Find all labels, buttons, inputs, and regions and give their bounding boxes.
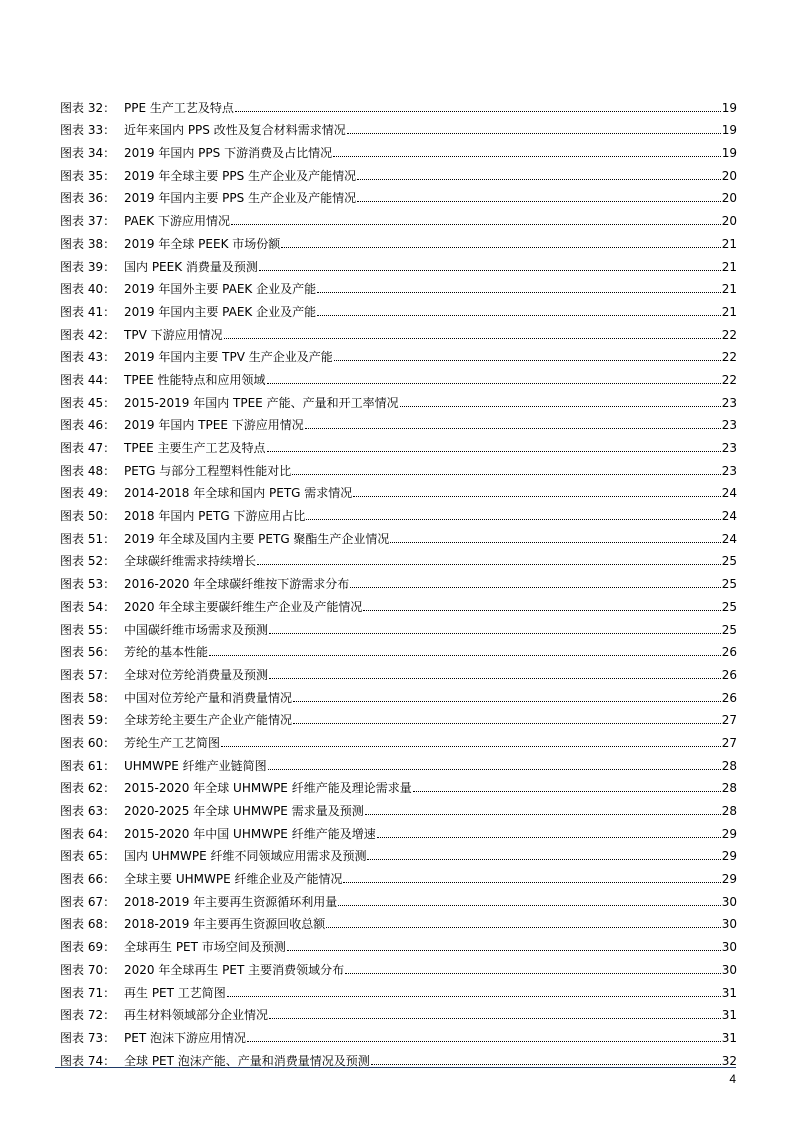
table-of-figures bbox=[60, 92, 737, 1068]
toc-entry[interactable] bbox=[60, 92, 737, 115]
figure-page-number: 21 bbox=[721, 304, 737, 319]
figure-label: 图表 36： bbox=[60, 191, 116, 206]
figure-label: 图表 58： bbox=[60, 690, 116, 705]
figure-label: 图表 46： bbox=[60, 418, 116, 433]
figure-page-number: 28 bbox=[721, 758, 737, 773]
toc-entry[interactable] bbox=[60, 931, 737, 954]
figure-label: 图表 34： bbox=[60, 146, 116, 161]
figure-title: 2020 年全球再生 PET 主要消费领域分布 bbox=[124, 962, 345, 977]
toc-entry[interactable] bbox=[60, 160, 737, 183]
toc-entry[interactable] bbox=[60, 500, 737, 523]
figure-page-number: 30 bbox=[721, 917, 737, 932]
figure-title: UHMWPE 纤维产业链简图 bbox=[124, 758, 267, 773]
dot-leader bbox=[224, 338, 721, 339]
figure-title: 2020-2025 年全球 UHMWPE 需求量及预测 bbox=[124, 804, 364, 818]
figure-page-number: 31 bbox=[721, 1008, 737, 1023]
figure-page-number: 19 bbox=[721, 123, 737, 138]
toc-entry[interactable] bbox=[60, 455, 737, 478]
dot-leader bbox=[293, 701, 721, 702]
figure-page-number: 21 bbox=[721, 259, 737, 274]
figure-title: 2016-2020 年全球碳纤维按下游需求分布 bbox=[124, 577, 350, 592]
toc-entry[interactable] bbox=[60, 841, 737, 864]
figure-page-number: 31 bbox=[721, 985, 737, 1000]
toc-entry[interactable] bbox=[60, 727, 737, 750]
toc-entry[interactable] bbox=[60, 909, 737, 932]
figure-label: 图表 38： bbox=[60, 236, 116, 251]
figure-title: 2019 年国外主要 PAEK 企业及产能 bbox=[124, 282, 317, 297]
dot-leader bbox=[347, 133, 721, 134]
toc-entry[interactable] bbox=[60, 750, 737, 773]
figure-page-number: 21 bbox=[721, 282, 737, 297]
figure-label: 图表 62： bbox=[60, 781, 116, 796]
figure-page-number: 26 bbox=[721, 645, 737, 660]
figure-page-number: 24 bbox=[721, 509, 737, 524]
figure-page-number: 23 bbox=[721, 463, 737, 478]
footer-rule bbox=[55, 1067, 736, 1068]
figure-title: 全球 PET 泡沫产能、产量和消费量情况及预测 bbox=[124, 1053, 370, 1068]
dot-leader bbox=[267, 451, 721, 452]
figure-title: 2019 年国内主要 PPS 生产企业及产能情况 bbox=[124, 191, 357, 206]
figure-label: 图表 70： bbox=[60, 962, 116, 977]
figure-page-number: 24 bbox=[721, 486, 737, 501]
figure-title: 2018-2019 年主要再生资源循环利用量 bbox=[124, 894, 338, 909]
figure-label: 图表 35： bbox=[60, 168, 116, 183]
toc-entry[interactable] bbox=[60, 296, 737, 319]
dot-leader bbox=[305, 428, 721, 429]
figure-label: 图表 40： bbox=[60, 282, 116, 297]
figure-page-number: 28 bbox=[721, 804, 737, 818]
dot-leader bbox=[371, 1064, 721, 1065]
figure-title: 全球碳纤维需求持续增长 bbox=[124, 554, 257, 569]
figure-label: 图表 69： bbox=[60, 940, 116, 955]
dot-leader bbox=[292, 474, 720, 475]
dot-leader bbox=[333, 156, 721, 157]
figure-title: 2015-2020 年全球 UHMWPE 纤维产能及理论需求量 bbox=[124, 781, 412, 796]
figure-title: 全球对位芳纶消费量及预测 bbox=[124, 667, 269, 682]
figure-page-number: 25 bbox=[721, 554, 737, 569]
dot-leader bbox=[257, 564, 721, 565]
figure-label: 图表 65： bbox=[60, 849, 116, 864]
dot-leader bbox=[221, 746, 721, 747]
figure-title: PPE 生产工艺及特点 bbox=[124, 100, 234, 115]
figure-page-number: 30 bbox=[721, 940, 737, 955]
figure-label: 图表 39： bbox=[60, 259, 116, 274]
toc-entry[interactable] bbox=[60, 954, 737, 977]
figure-page-number: 24 bbox=[721, 531, 737, 546]
figure-title: 全球芳纶主要生产企业产能情况 bbox=[124, 713, 293, 728]
toc-entry[interactable] bbox=[60, 863, 737, 886]
dot-leader bbox=[317, 292, 721, 293]
figure-label: 图表 67： bbox=[60, 894, 116, 909]
figure-page-number: 19 bbox=[721, 100, 737, 115]
figure-label: 图表 66： bbox=[60, 872, 116, 887]
figure-title: 2019 年全球及国内主要 PETG 聚酯生产企业情况 bbox=[124, 531, 390, 546]
figure-page-number: 27 bbox=[721, 713, 737, 728]
dot-leader bbox=[269, 1018, 721, 1019]
figure-title: PET 泡沫下游应用情况 bbox=[124, 1030, 246, 1045]
dot-leader bbox=[390, 542, 720, 543]
figure-label: 图表 44： bbox=[60, 372, 116, 387]
figure-title: 2019 年国内主要 PAEK 企业及产能 bbox=[124, 304, 317, 319]
dot-leader bbox=[357, 179, 721, 180]
figure-title: 国内 PEEK 消费量及预测 bbox=[124, 259, 258, 274]
dot-leader bbox=[269, 678, 721, 679]
figure-page-number: 21 bbox=[721, 236, 737, 251]
toc-entry[interactable] bbox=[60, 432, 737, 455]
toc-entry[interactable] bbox=[60, 546, 737, 569]
figure-title: 2019 年国内 TPEE 下游应用情况 bbox=[124, 418, 304, 433]
toc-entry[interactable] bbox=[60, 523, 737, 546]
figure-label: 图表 64： bbox=[60, 826, 116, 841]
toc-entry[interactable] bbox=[60, 705, 737, 728]
figure-page-number: 27 bbox=[721, 735, 737, 750]
figure-page-number: 22 bbox=[721, 350, 737, 365]
figure-label: 图表 43： bbox=[60, 350, 116, 365]
figure-label: 图表 50： bbox=[60, 509, 116, 524]
dot-leader bbox=[326, 927, 720, 928]
toc-entry[interactable] bbox=[60, 1000, 737, 1023]
figure-page-number: 26 bbox=[721, 690, 737, 705]
dot-leader bbox=[227, 996, 721, 997]
toc-entry[interactable] bbox=[60, 183, 737, 206]
figure-page-number: 31 bbox=[721, 1030, 737, 1045]
page-number: 4 bbox=[729, 1072, 736, 1086]
figure-title: 2015-2019 年国内 TPEE 产能、产量和开工率情况 bbox=[124, 395, 399, 410]
dot-leader bbox=[209, 655, 721, 656]
figure-label: 图表 53： bbox=[60, 577, 116, 592]
figure-label: 图表 74： bbox=[60, 1053, 116, 1068]
dot-leader bbox=[363, 610, 720, 611]
figure-title: 2019 年国内主要 TPV 生产企业及产能 bbox=[124, 350, 333, 365]
toc-entry[interactable] bbox=[60, 818, 737, 841]
dot-leader bbox=[231, 224, 721, 225]
figure-label: 图表 51： bbox=[60, 531, 116, 546]
figure-page-number: 19 bbox=[721, 146, 737, 161]
figure-title: 芳纶的基本性能 bbox=[124, 645, 209, 660]
figure-title: 2018-2019 年主要再生资源回收总额 bbox=[124, 917, 326, 932]
figure-page-number: 20 bbox=[721, 168, 737, 183]
figure-label: 图表 45： bbox=[60, 395, 116, 410]
figure-title: 芳纶生产工艺简图 bbox=[124, 735, 221, 750]
figure-title: 2014-2018 年全球和国内 PETG 需求情况 bbox=[124, 486, 353, 501]
dot-leader bbox=[343, 882, 720, 883]
figure-title: 2018 年国内 PETG 下游应用占比 bbox=[124, 509, 306, 524]
toc-entry[interactable] bbox=[60, 228, 737, 251]
figure-page-number: 32 bbox=[721, 1053, 737, 1068]
figure-title: TPEE 性能特点和应用领域 bbox=[124, 372, 266, 387]
toc-entry[interactable] bbox=[60, 342, 737, 365]
dot-leader bbox=[235, 111, 721, 112]
figure-page-number: 30 bbox=[721, 962, 737, 977]
toc-entry[interactable] bbox=[60, 1045, 737, 1068]
figure-title: 中国对位芳纶产量和消费量情况 bbox=[124, 690, 293, 705]
toc-entry[interactable] bbox=[60, 773, 737, 796]
dot-leader bbox=[338, 905, 720, 906]
toc-entry[interactable] bbox=[60, 1022, 737, 1045]
toc-entry[interactable] bbox=[60, 364, 737, 387]
figure-label: 图表 41： bbox=[60, 304, 116, 319]
figure-title: 全球主要 UHMWPE 纤维企业及产能情况 bbox=[124, 872, 343, 887]
dot-leader bbox=[317, 315, 721, 316]
figure-page-number: 29 bbox=[721, 849, 737, 864]
figure-page-number: 29 bbox=[721, 872, 737, 887]
figure-title: 2019 年国内 PPS 下游消费及占比情况 bbox=[124, 146, 333, 161]
figure-title: 中国碳纤维市场需求及预测 bbox=[124, 622, 269, 637]
figure-title: 再生材料领域部分企业情况 bbox=[124, 1008, 269, 1023]
dot-leader bbox=[400, 406, 721, 407]
dot-leader bbox=[247, 1041, 721, 1042]
dot-leader bbox=[267, 383, 721, 384]
toc-entry[interactable] bbox=[60, 682, 737, 705]
figure-label: 图表 72： bbox=[60, 1008, 116, 1023]
figure-title: 全球再生 PET 市场空间及预测 bbox=[124, 940, 286, 955]
figure-label: 图表 68： bbox=[60, 917, 116, 932]
toc-entry[interactable] bbox=[60, 478, 737, 501]
figure-label: 图表 61： bbox=[60, 758, 116, 773]
figure-label: 图表 59： bbox=[60, 713, 116, 728]
figure-label: 图表 33： bbox=[60, 123, 116, 138]
dot-leader bbox=[334, 360, 721, 361]
figure-label: 图表 49： bbox=[60, 486, 116, 501]
dot-leader bbox=[268, 769, 721, 770]
figure-title: 再生 PET 工艺简图 bbox=[124, 985, 226, 1000]
figure-page-number: 28 bbox=[721, 781, 737, 796]
figure-title: 近年来国内 PPS 改性及复合材料需求情况 bbox=[124, 123, 346, 138]
figure-title: TPEE 主要生产工艺及特点 bbox=[124, 441, 266, 455]
dot-leader bbox=[367, 859, 720, 860]
dot-leader bbox=[269, 633, 721, 634]
dot-leader bbox=[281, 247, 720, 248]
toc-entry[interactable] bbox=[60, 115, 737, 138]
figure-label: 图表 57： bbox=[60, 667, 116, 682]
toc-entry[interactable] bbox=[60, 568, 737, 591]
figure-page-number: 23 bbox=[721, 441, 737, 455]
dot-leader bbox=[287, 950, 721, 951]
figure-page-number: 25 bbox=[721, 622, 737, 637]
toc-entry[interactable] bbox=[60, 659, 737, 682]
figure-label: 图表 73： bbox=[60, 1030, 116, 1045]
figure-label: 图表 55： bbox=[60, 622, 116, 637]
toc-entry[interactable] bbox=[60, 137, 737, 160]
figure-label: 图表 71： bbox=[60, 985, 116, 1000]
figure-page-number: 26 bbox=[721, 667, 737, 682]
dot-leader bbox=[413, 791, 721, 792]
figure-title: PETG 与部分工程塑料性能对比 bbox=[124, 463, 292, 478]
toc-entry[interactable] bbox=[60, 274, 737, 297]
figure-page-number: 22 bbox=[721, 327, 737, 342]
toc-entry[interactable] bbox=[60, 319, 737, 342]
dot-leader bbox=[353, 496, 720, 497]
dot-leader bbox=[293, 723, 721, 724]
dot-leader bbox=[350, 587, 720, 588]
toc-entry[interactable] bbox=[60, 637, 737, 660]
figure-title: 2019 年全球主要 PPS 生产企业及产能情况 bbox=[124, 168, 357, 183]
toc-entry[interactable] bbox=[60, 251, 737, 274]
figure-title: 2019 年全球 PEEK 市场份额 bbox=[124, 236, 281, 251]
dot-leader bbox=[357, 201, 721, 202]
figure-page-number: 25 bbox=[721, 599, 737, 614]
figure-page-number: 29 bbox=[721, 826, 737, 841]
figure-page-number: 23 bbox=[721, 395, 737, 410]
figure-page-number: 30 bbox=[721, 894, 737, 909]
dot-leader bbox=[365, 814, 721, 815]
figure-page-number: 23 bbox=[721, 418, 737, 433]
figure-label: 图表 63： bbox=[60, 804, 116, 818]
figure-page-number: 22 bbox=[721, 372, 737, 387]
figure-label: 图表 54： bbox=[60, 599, 116, 614]
toc-entry[interactable] bbox=[60, 387, 737, 410]
toc-entry[interactable] bbox=[60, 977, 737, 1000]
figure-page-number: 25 bbox=[721, 577, 737, 592]
figure-label: 图表 52： bbox=[60, 554, 116, 569]
figure-title: 2020 年全球主要碳纤维生产企业及产能情况 bbox=[124, 599, 363, 614]
toc-entry[interactable] bbox=[60, 410, 737, 433]
figure-label: 图表 32： bbox=[60, 100, 116, 115]
figure-label: 图表 48： bbox=[60, 463, 116, 478]
dot-leader bbox=[306, 519, 720, 520]
figure-title: PAEK 下游应用情况 bbox=[124, 214, 230, 229]
toc-entry[interactable] bbox=[60, 205, 737, 228]
figure-title: 国内 UHMWPE 纤维不同领域应用需求及预测 bbox=[124, 849, 367, 864]
dot-leader bbox=[345, 973, 721, 974]
dot-leader bbox=[377, 837, 721, 838]
figure-title: TPV 下游应用情况 bbox=[124, 327, 223, 342]
figure-page-number: 20 bbox=[721, 214, 737, 229]
figure-page-number: 20 bbox=[721, 191, 737, 206]
toc-entry[interactable] bbox=[60, 591, 737, 614]
figure-label: 图表 42： bbox=[60, 327, 116, 342]
figure-label: 图表 47： bbox=[60, 441, 116, 455]
figure-label: 图表 37： bbox=[60, 214, 116, 229]
toc-entry[interactable] bbox=[60, 614, 737, 637]
figure-title: 2015-2020 年中国 UHMWPE 纤维产能及增速 bbox=[124, 826, 376, 841]
toc-entry[interactable] bbox=[60, 795, 737, 818]
toc-entry[interactable] bbox=[60, 886, 737, 909]
figure-label: 图表 60： bbox=[60, 735, 116, 750]
dot-leader bbox=[259, 270, 721, 271]
figure-label: 图表 56： bbox=[60, 645, 116, 660]
